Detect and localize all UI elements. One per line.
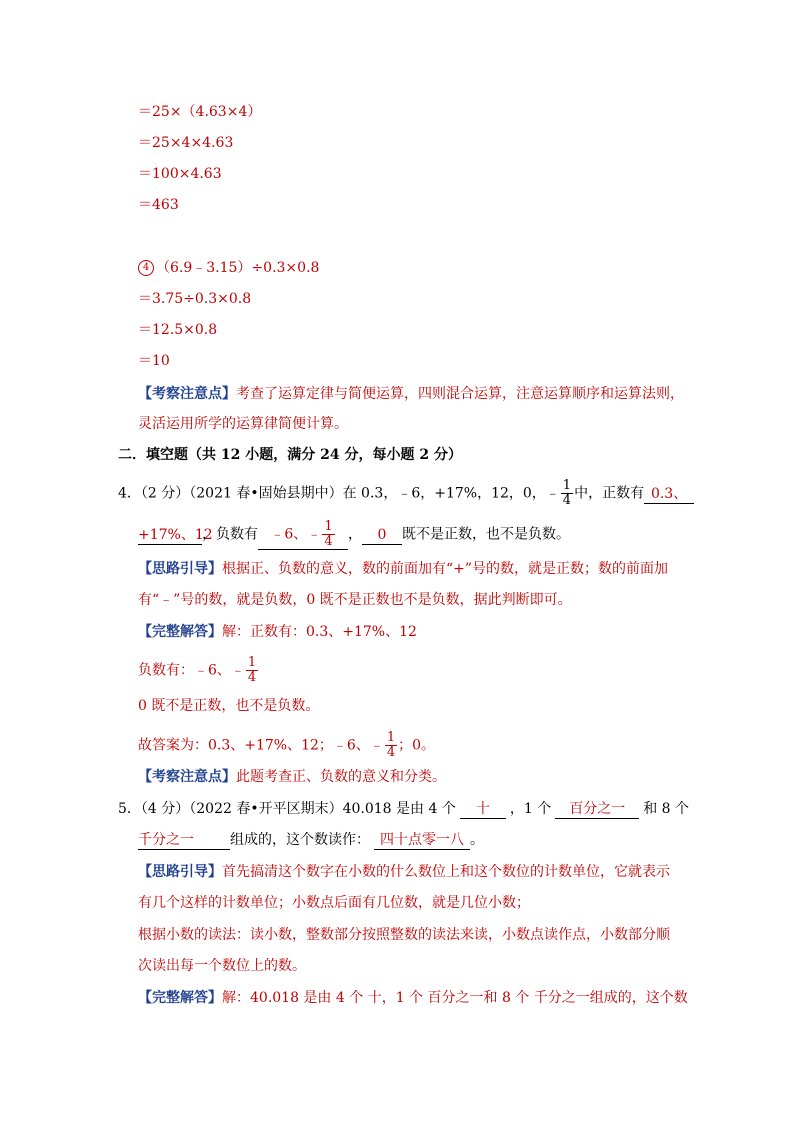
fraction-denominator: 4 [562, 493, 572, 508]
calc-step: ＝12.5×0.8 [138, 322, 218, 338]
hint-tag: 【思路引导】 [138, 864, 222, 880]
note-text-cont: 灵活运用所学的运算律简便计算。 [138, 416, 348, 432]
solution-paragraph [138, 988, 688, 1008]
fraction-numerator: 1 [562, 478, 572, 493]
fraction [561, 479, 573, 508]
calc-step: ＝100×4.63 [138, 166, 222, 182]
section-title: 二．填空题（共 12 小题，满分 24 分，每小题 2 分） [118, 447, 462, 463]
note-paragraph [138, 767, 446, 787]
note-tag: 【考察注意点】 [138, 386, 236, 402]
question-5-stem [118, 799, 689, 819]
fraction [246, 656, 258, 685]
solution-paragraph [138, 622, 417, 642]
answer-blank: 千分之一 [138, 831, 230, 850]
question-text: ， [348, 526, 362, 543]
question-text: 中，正数有 [574, 485, 645, 502]
hint-text-cont: 次读出每一个数位上的数。 [138, 958, 306, 974]
solution-text: 解：正数有：0.3、+17%、12 [222, 624, 417, 640]
note-tag: 【考察注意点】 [138, 769, 236, 785]
question-text: 既不是正数，也不是负数。 [402, 526, 570, 543]
calc-step: ＝3.75÷0.3×0.8 [138, 291, 252, 307]
fraction-numerator: 1 [386, 730, 396, 745]
hint-text-cont: 有几个这样的计数单位；小数点后面有几位数，就是几位小数； [138, 895, 530, 911]
calc-step: ＝10 [138, 353, 170, 369]
fraction-denominator: 4 [386, 745, 396, 760]
answer-blank: +17%、12 [138, 526, 213, 543]
solution-line [138, 731, 435, 760]
fraction-denominator: 4 [324, 534, 333, 549]
hint-paragraph [138, 559, 668, 579]
question-5-stem-cont [138, 830, 484, 850]
calc-step: ＝25×（4.63×4） [138, 104, 262, 120]
solution-line [138, 656, 259, 685]
solution-tag: 【完整解答】 [138, 990, 222, 1006]
calc-expression: （6.9﹣3.15）÷0.3×0.8 [156, 260, 320, 276]
question-text: 4．（2 分）（2021 春•固始县期中）在 0.3，﹣6，+17%，12，0，﹣ [118, 485, 560, 502]
note-text: 此题考查正、负数的意义和分类。 [236, 769, 446, 785]
solution-text: 负数有：﹣6、﹣ [138, 662, 245, 679]
calc-problem-4 [138, 258, 319, 278]
question-text: 组成的，这个数读作： [230, 832, 370, 848]
note-paragraph [138, 384, 684, 404]
answer-blank: 四十点零一八 [374, 831, 470, 850]
solution-line: 0 既不是正数，也不是负数。 [138, 698, 320, 714]
answer-blank: 0 [362, 526, 402, 545]
fraction-numerator: 1 [247, 655, 257, 670]
hint-text-cont: 有“﹣”号的数，就是负数，0 既不是正数也不是负数，据此判断即可。 [138, 592, 572, 608]
answer-text: ﹣6、﹣ [270, 526, 322, 543]
question-text: 和 8 个 [643, 801, 690, 817]
answer-blank [258, 520, 348, 550]
solution-text: ；0。 [398, 737, 436, 754]
note-text: 考查了运算定律与简便运算，四则混合运算，注意运算顺序和运算法则， [236, 386, 684, 402]
question-text: 5．（4 分）（2022 春•开平区期末）40.018 是由 4 个 [118, 801, 456, 817]
hint-tag: 【思路引导】 [138, 561, 222, 577]
question-4-stem [118, 479, 694, 508]
fraction [385, 731, 397, 760]
fraction-numerator: 1 [324, 519, 333, 534]
solution-tag: 【完整解答】 [138, 624, 222, 640]
hint-text-cont: 根据小数的读法：读小数，整数部分按照整数的读法来读，小数点读作点，小数部分顺 [138, 927, 670, 943]
fraction [322, 520, 334, 549]
answer-blank: 十 [460, 800, 506, 819]
answer-blank: 百分之一 [555, 800, 639, 819]
hint-paragraph [138, 862, 670, 882]
question-text: ，负数有 [202, 526, 258, 543]
solution-text: 解：40.018 是由 4 个 十，1 个 百分之一和 8 个 千分之一组成的，这个数 [222, 990, 688, 1006]
circled-number-marker: 4 [138, 260, 154, 276]
fraction-denominator: 4 [247, 670, 257, 685]
question-4-stem-cont [138, 520, 570, 550]
calc-step: ＝463 [138, 197, 179, 213]
question-text: ，1 个 [509, 801, 552, 817]
answer-blank: 0.3、 [644, 485, 694, 504]
hint-text: 根据正、负数的意义，数的前面加有“+”号的数，就是正数；数的前面加 [222, 561, 669, 577]
calc-step: ＝25×4×4.63 [138, 135, 234, 151]
solution-text: 故答案为：0.3、+17%、12；﹣6、﹣ [138, 737, 384, 754]
question-text: 。 [470, 832, 484, 848]
hint-text: 首先搞清这个数字在小数的什么数位上和这个数位的计数单位，它就表示 [222, 864, 670, 880]
